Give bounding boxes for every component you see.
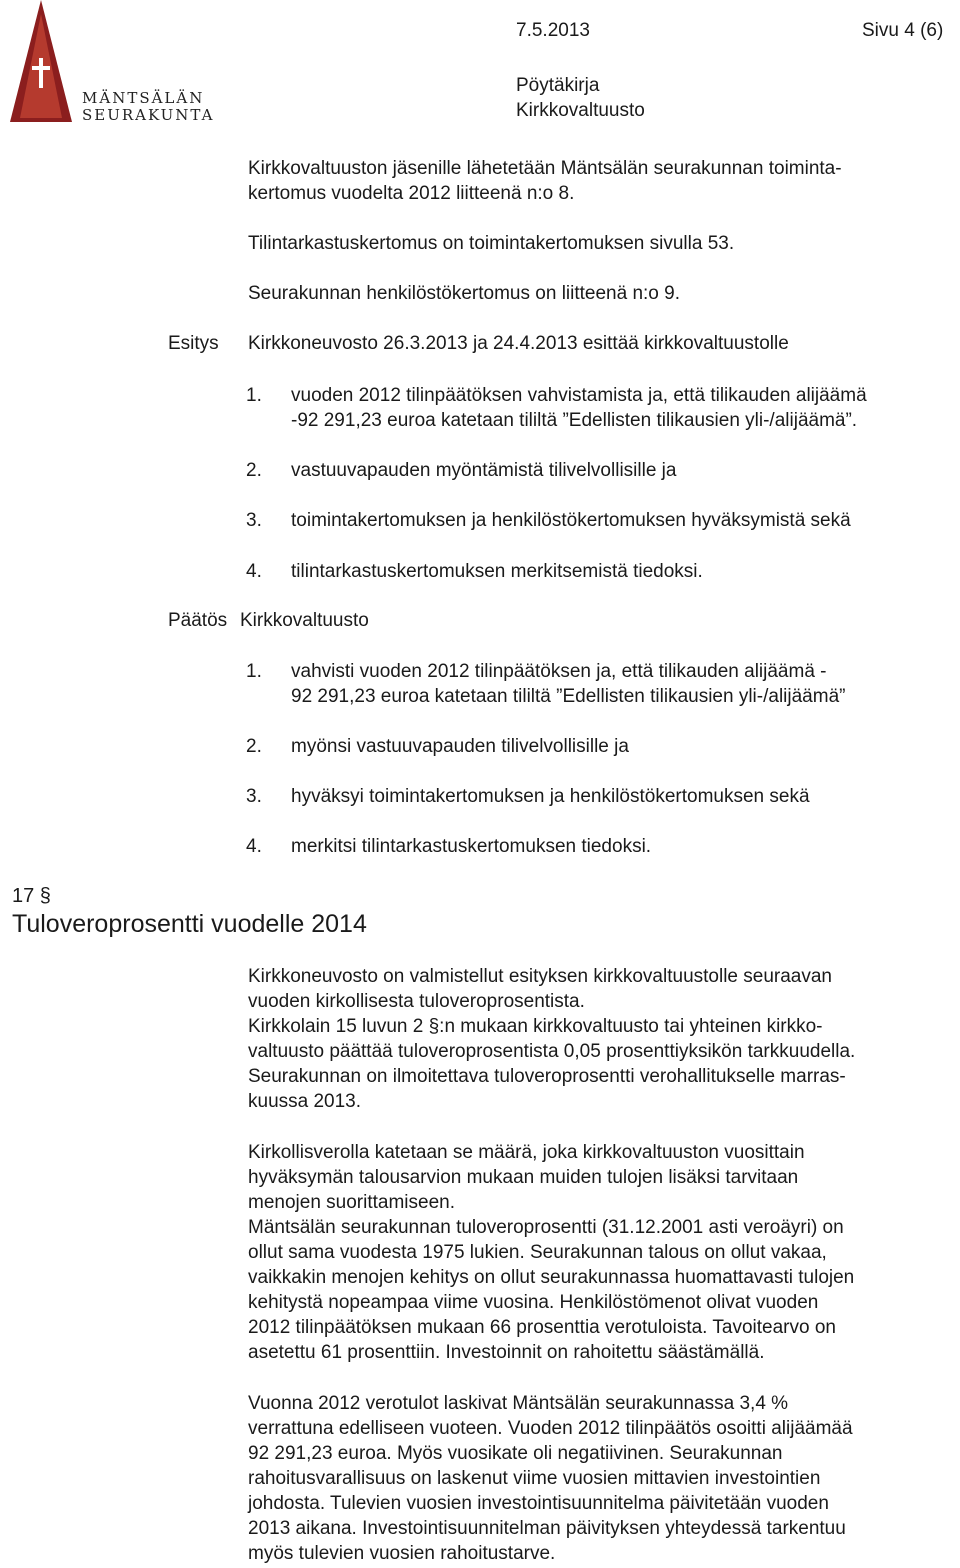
section-paragraph-line: vuoden kirkollisesta tuloveroprosentista. xyxy=(248,991,585,1012)
esitys-text: Kirkkoneuvosto 26.3.2013 ja 24.4.2013 esittää kirkkovaltuustolle xyxy=(248,333,789,354)
intro-paragraph-1-line-2: kertomus vuodelta 2012 liitteenä n:o 8. xyxy=(248,183,575,204)
esitys-item-4-number: 4. xyxy=(246,561,262,582)
section-paragraph-line: 2012 tilinpäätöksen mukaan 66 prosenttia verotuloista. Tavoitearvo on xyxy=(248,1317,836,1338)
paatos-item-2: myönsi vastuuvapauden tilivelvollisille ja xyxy=(291,736,629,757)
section-title: Tuloveroprosentti vuodelle 2014 xyxy=(12,910,367,938)
paatos-item-2-number: 2. xyxy=(246,736,262,757)
esitys-item-1-number: 1. xyxy=(246,385,262,406)
intro-paragraph-2: Tilintarkastuskertomus on toimintakertomuksen sivulla 53. xyxy=(248,233,735,254)
section-paragraph-line: johdosta. Tulevien vuosien investointisuunnitelma päivitetään vuoden xyxy=(248,1493,829,1514)
section-paragraph-line: kuussa 2013. xyxy=(248,1091,362,1112)
section-paragraph-line: 92 291,23 euroa. Myös vuosikate oli negatiivinen. Seurakunnan xyxy=(248,1443,783,1464)
esitys-label: Esitys xyxy=(168,333,219,354)
paatos-item-4-number: 4. xyxy=(246,836,262,857)
church-spire-icon xyxy=(10,0,72,124)
section-paragraph-line: kehitystä nopeampaa viime vuosina. Henkilöstömenot olivat vuoden xyxy=(248,1292,819,1313)
document-type: Pöytäkirja xyxy=(516,75,600,96)
parish-logo xyxy=(8,0,215,130)
esitys-item-4: tilintarkastuskertomuksen merkitsemistä tiedoksi. xyxy=(291,561,703,582)
section-paragraph-line: vaikkakin menojen kehitys on ollut seurakunnassa huomattavasti tulojen xyxy=(248,1267,855,1288)
logo-line-1: MÄNTSÄLÄN xyxy=(82,89,205,107)
section-number: 17 § xyxy=(12,885,51,907)
section-paragraph-line: Kirkollisverolla katetaan se määrä, joka kirkkovaltuuston vuosittain xyxy=(248,1142,805,1163)
section-paragraph-line: ollut sama vuodesta 1975 lukien. Seurakunnan talous on ollut vakaa, xyxy=(248,1242,827,1263)
esitys-item-2-number: 2. xyxy=(246,460,262,481)
section-paragraph-line: verrattuna edelliseen vuoteen. Vuoden 2012 tilinpäätös osoitti alijäämää xyxy=(248,1418,853,1439)
section-paragraph-line: hyväksymän talousarvion mukaan muiden tulojen lisäksi tarvitaan xyxy=(248,1167,799,1188)
paatos-item-4: merkitsi tilintarkastuskertomuksen tiedoksi. xyxy=(291,836,652,857)
section-paragraph-line: myös tulevien vuosien rahoitustarve. xyxy=(248,1543,556,1564)
page-number: Sivu 4 (6) xyxy=(862,20,944,41)
paatos-item-1-line-1: vahvisti vuoden 2012 tilinpäätöksen ja, että tilikauden alijäämä - xyxy=(291,661,827,682)
document-date: 7.5.2013 xyxy=(516,20,590,41)
section-paragraph-line: rahoitusvarallisuus on laskenut viime vuosien mittavien investointien xyxy=(248,1468,821,1489)
section-paragraph-line: menojen suorittamiseen. xyxy=(248,1192,455,1213)
section-paragraph-line: 2013 aikana. Investointisuunnitelman päivityksen yhteydessä tarkentuu xyxy=(248,1518,846,1539)
esitys-item-1-line-1: vuoden 2012 tilinpäätöksen vahvistamista ja, että tilikauden alijäämä xyxy=(291,385,867,406)
esitys-item-3-number: 3. xyxy=(246,510,262,531)
section-paragraph-line: Mäntsälän seurakunnan tuloveroprosentti (31.12.2001 asti veroäyri) on xyxy=(248,1217,844,1238)
esitys-item-1-line-2: -92 291,23 euroa katetaan tililtä ”Edellisten tilikausien yli-/alijäämä”. xyxy=(291,410,858,431)
paatos-text: Kirkkovaltuusto xyxy=(240,610,369,631)
paatos-item-3: hyväksyi toimintakertomuksen ja henkilöstökertomuksen sekä xyxy=(291,786,810,807)
esitys-item-2: vastuuvapauden myöntämistä tilivelvollisille ja xyxy=(291,460,677,481)
paatos-item-3-number: 3. xyxy=(246,786,262,807)
section-paragraph-line: Vuonna 2012 verotulot laskivat Mäntsälän seurakunnassa 3,4 % xyxy=(248,1393,789,1414)
section-paragraph-line: asetettu 61 prosenttiin. Investoinnit on rahoitettu säästämällä. xyxy=(248,1342,765,1363)
esitys-item-3: toimintakertomuksen ja henkilöstökertomuksen hyväksymistä sekä xyxy=(291,510,851,531)
logo-line-2: SEURAKUNTA xyxy=(82,106,215,124)
paatos-item-1-number: 1. xyxy=(246,661,262,682)
intro-paragraph-1-line-1: Kirkkovaltuuston jäsenille lähetetään Mäntsälän seurakunnan toiminta- xyxy=(248,158,842,179)
document-body: Kirkkovaltuusto xyxy=(516,100,645,121)
paatos-label: Päätös xyxy=(168,610,228,631)
section-paragraph-line: Seurakunnan on ilmoitettava tuloveroprosentti verohallitukselle marras- xyxy=(248,1066,846,1087)
paatos-item-1-line-2: 92 291,23 euroa katetaan tililtä ”Edellisten tilikausien yli-/alijäämä” xyxy=(291,686,846,707)
intro-paragraph-3: Seurakunnan henkilöstökertomus on liitteenä n:o 9. xyxy=(248,283,680,304)
section-paragraph-line: Kirkkoneuvosto on valmistellut esityksen kirkkovaltuustolle seuraavan xyxy=(248,966,832,987)
section-paragraph-line: valtuusto päättää tuloveroprosentista 0,05 prosenttiyksikön tarkkuudella. xyxy=(248,1041,856,1062)
section-paragraph-line: Kirkkolain 15 luvun 2 §:n mukaan kirkkovaltuusto tai yhteinen kirkko- xyxy=(248,1016,823,1037)
